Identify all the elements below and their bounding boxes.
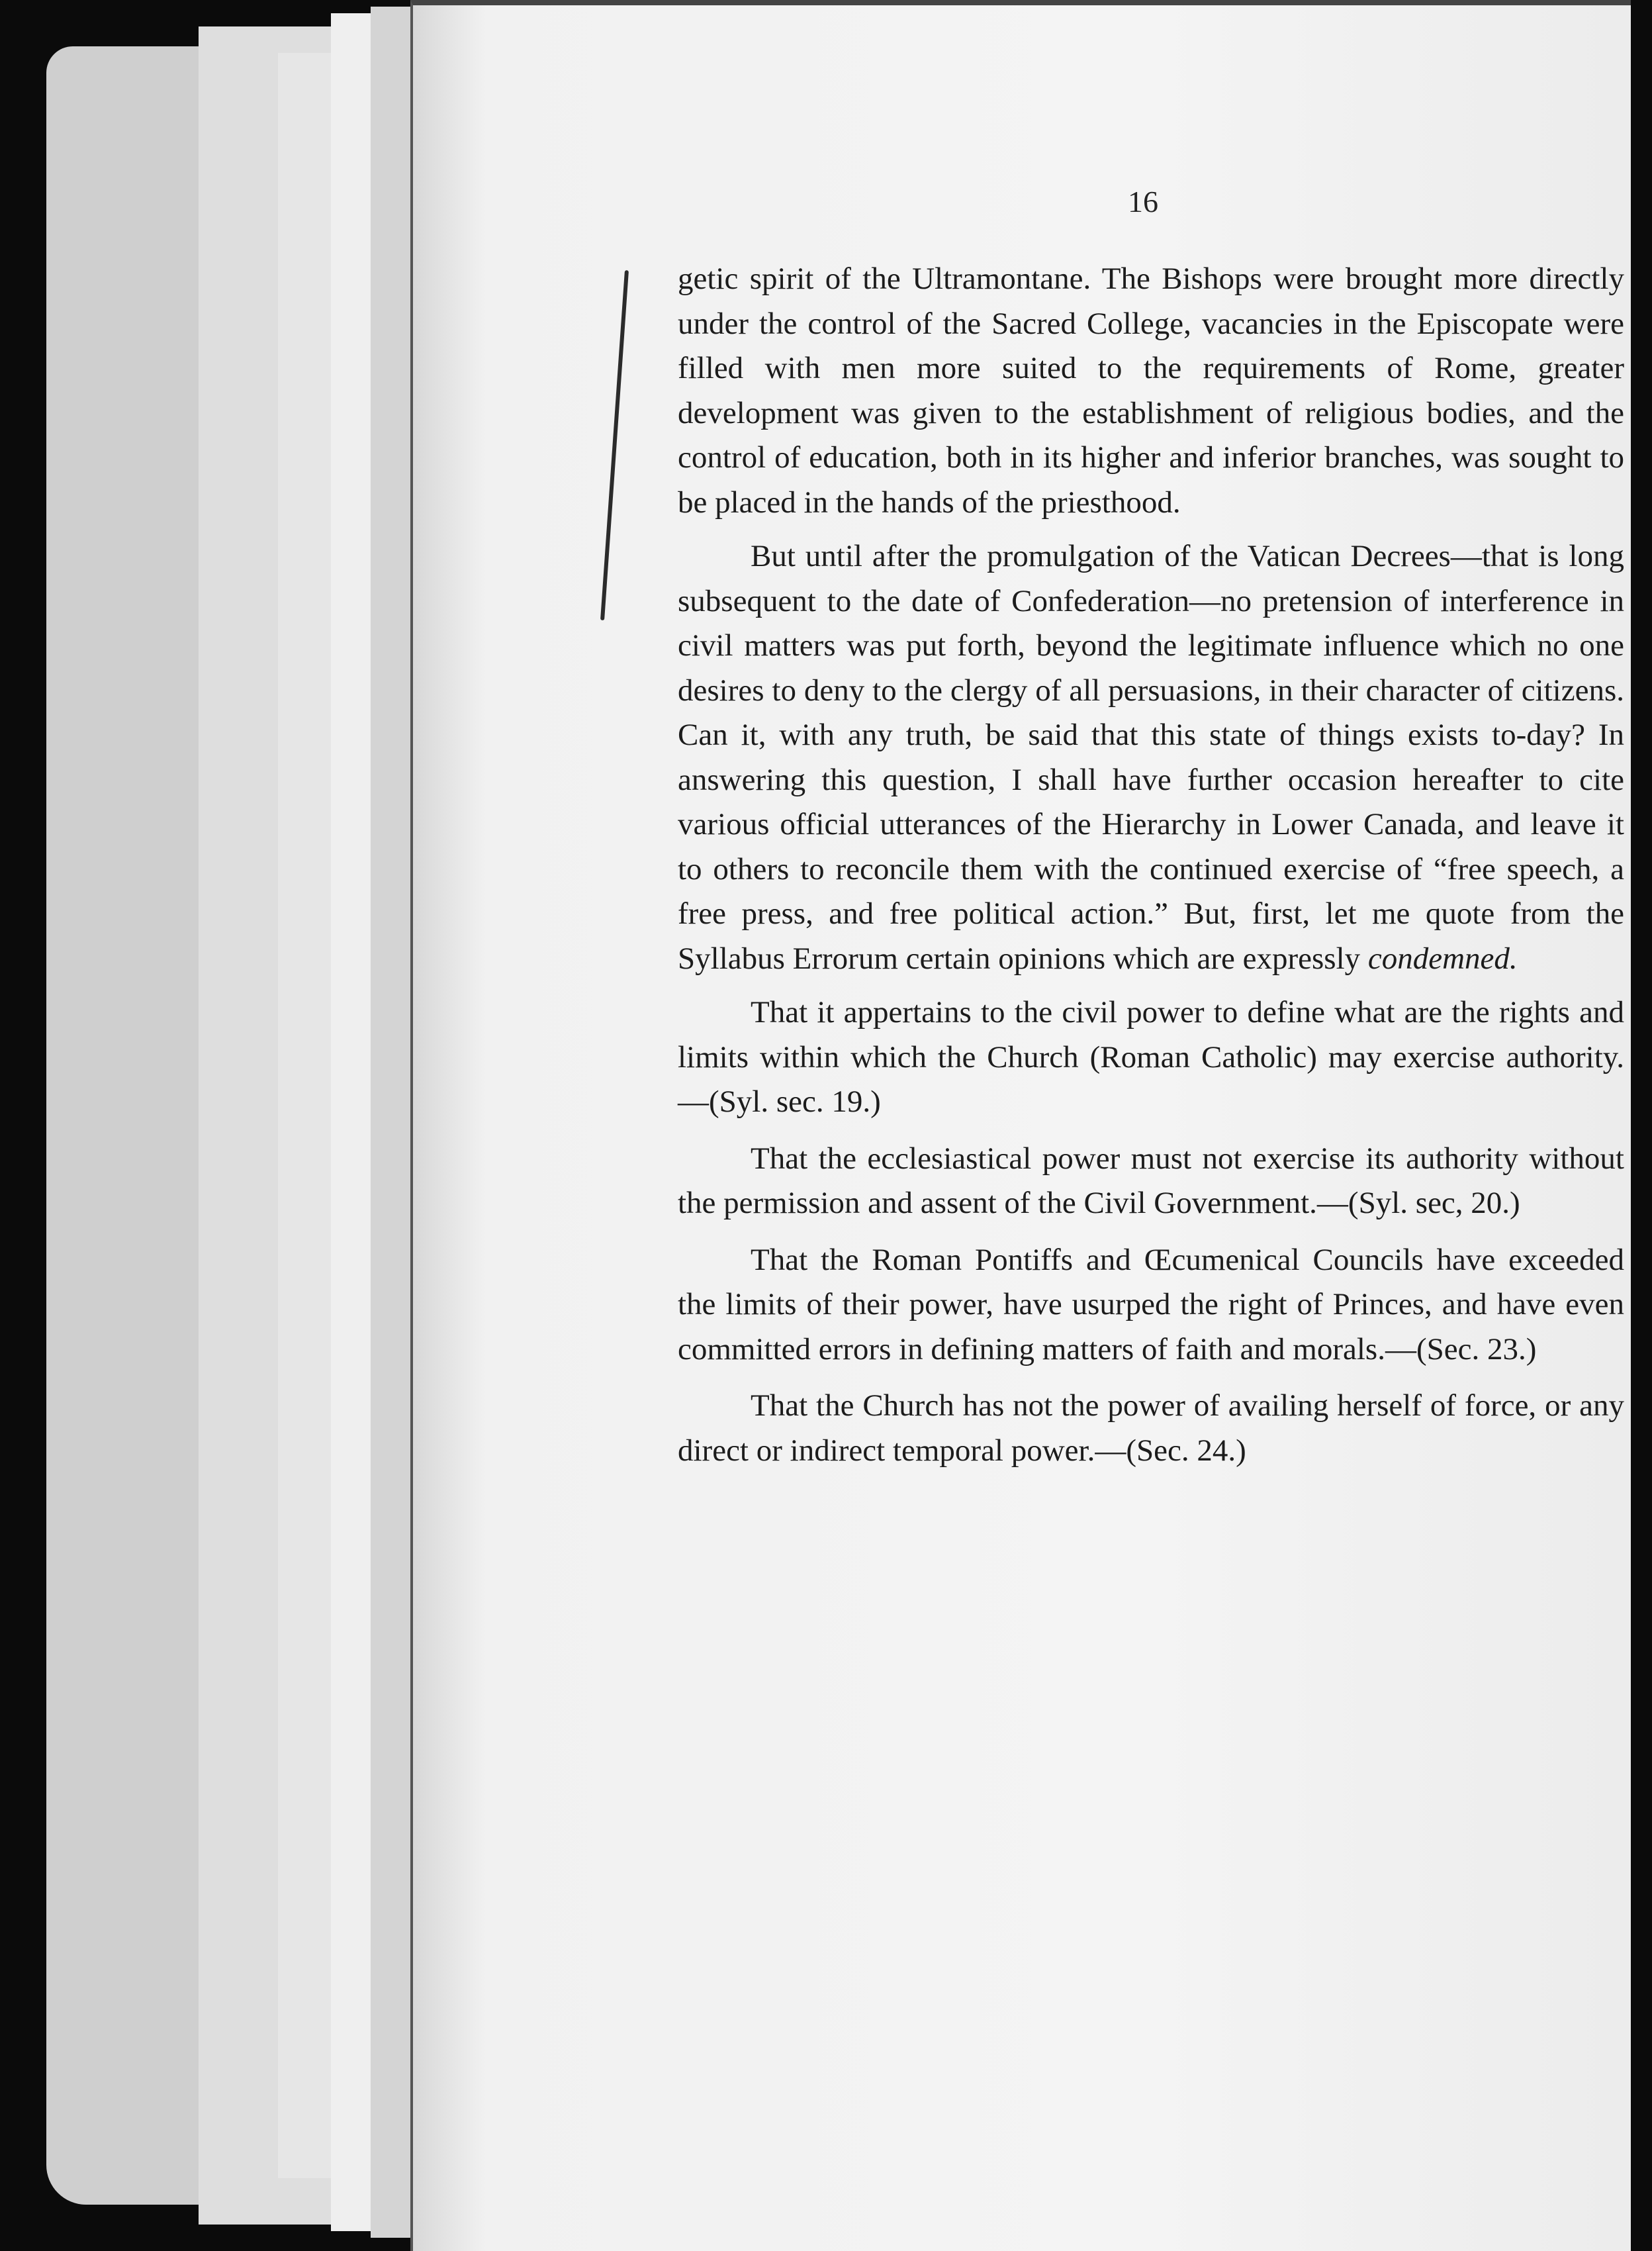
page-number: 16 (1128, 185, 1158, 218)
margin-pencil-line (600, 270, 629, 620)
paragraph: getic spirit of the Ultramontane. The Bishops were brought more directly under the control of the Sacred College, vacancies in the Episcopate were filled with men more suited to the requirements of Rome, greater development was given to the establishment of religious bodies, and the control of education, both in its higher and inferior branches, was sought to be placed in the hands of the priesthood. (678, 262, 1624, 520)
text-column (678, 257, 1624, 1485)
quoted-opinion: That the Roman Pontiffs and Œcumenical Councils have exceeded the limits of their power, have usurped the right of Princes, and have even committed errors in defining matters of faith and morals.—(Sec. 23.) (678, 1242, 1624, 1366)
page-stack-edge (371, 7, 414, 2238)
book-page (410, 0, 1631, 2251)
paragraph (678, 534, 1624, 981)
emphasis-word: condemned. (1367, 941, 1518, 976)
paragraph-text: But until after the promulgation of the Vatican Decrees—that is long subsequent to the date of Confederation—no pretension of interference in civil matters was put forth, beyond the legitimate influence which no one desires to deny to the clergy of all persuasions, in their character of citizens. Can it, with any truth, be said that this state of things exists to-day? In answering this question, I shall have further occasion hereafter to cite various official utterances of the Hierarchy in Lower Canada, and leave it to others to reconcile them with the continued exercise of “free speech, a free press, and free political action.” But, first, let me quote from the Syllabus Errorum certain opinions which are expressly (678, 539, 1624, 976)
quoted-opinion: That the Church has not the power of availing herself of force, or any direct or indirect temporal power.—(Sec. 24.) (678, 1388, 1624, 1468)
quoted-opinion: That it appertains to the civil power to define what are the rights and limits within which the Church (Roman Catholic) may exercise authority.—(Syl. sec. 19.) (678, 995, 1624, 1119)
quoted-opinion: That the ecclesiastical power must not exercise its authority without the permission and assent of the Civil Government.—(Syl. sec, 20.) (678, 1141, 1624, 1220)
